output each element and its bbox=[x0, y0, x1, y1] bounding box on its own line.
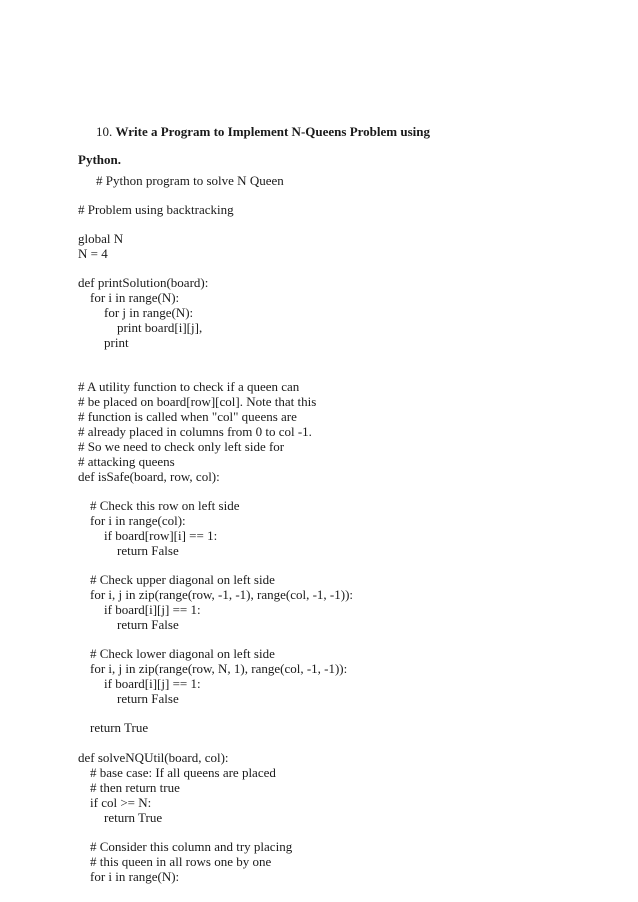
code-line: def isSafe(board, row, col): bbox=[78, 469, 220, 484]
code-line: # then return true bbox=[90, 780, 180, 795]
code-line: return True bbox=[90, 720, 149, 735]
code-line: # Check lower diagonal on left side bbox=[90, 646, 275, 661]
code-line: return False bbox=[117, 543, 179, 558]
code-line: for j in range(N): bbox=[104, 305, 194, 320]
heading-line-1 bbox=[96, 124, 430, 139]
code-line: # Check this row on left side bbox=[90, 498, 240, 513]
heading-number: 10. bbox=[96, 124, 113, 139]
heading-title: Write a Program to Implement N-Queens Problem using bbox=[115, 124, 430, 139]
code-line: # be placed on board[row][col]. Note that this bbox=[78, 394, 317, 409]
code-line: if board[row][i] == 1: bbox=[104, 528, 218, 543]
code-line: return False bbox=[117, 691, 179, 706]
code-line: # Python program to solve N Queen bbox=[96, 173, 284, 188]
code-line: # Problem using backtracking bbox=[78, 202, 234, 217]
code-line: def printSolution(board): bbox=[78, 275, 209, 290]
code-line: print bbox=[104, 335, 129, 350]
code-line: for i in range(N): bbox=[90, 290, 180, 305]
code-line: # So we need to check only left side for bbox=[78, 439, 285, 454]
code-line: # function is called when "col" queens are bbox=[78, 409, 297, 424]
code-line: global N bbox=[78, 231, 124, 246]
code-line: # base case: If all queens are placed bbox=[90, 765, 276, 780]
code-line: for i, j in zip(range(row, N, 1), range(col, -1, -1)): bbox=[90, 661, 348, 676]
code-line: return True bbox=[104, 810, 163, 825]
code-line: # Check upper diagonal on left side bbox=[90, 572, 275, 587]
heading-line-2: Python. bbox=[78, 152, 121, 167]
code-line: def solveNQUtil(board, col): bbox=[78, 750, 229, 765]
code-line: # A utility function to check if a queen can bbox=[78, 379, 300, 394]
code-line: # this queen in all rows one by one bbox=[90, 854, 272, 869]
code-line: N = 4 bbox=[78, 246, 108, 261]
code-line: if board[i][j] == 1: bbox=[104, 602, 201, 617]
code-line: for i in range(N): bbox=[90, 869, 180, 884]
code-line: for i, j in zip(range(row, -1, -1), range(col, -1, -1)): bbox=[90, 587, 354, 602]
code-line: # attacking queens bbox=[78, 454, 175, 469]
code-line: if board[i][j] == 1: bbox=[104, 676, 201, 691]
code-line: if col >= N: bbox=[90, 795, 152, 810]
code-line: # already placed in columns from 0 to col -1. bbox=[78, 424, 312, 439]
code-line: # Consider this column and try placing bbox=[90, 839, 293, 854]
code-line: print board[i][j], bbox=[117, 320, 203, 335]
code-line: for i in range(col): bbox=[90, 513, 186, 528]
code-line: return False bbox=[117, 617, 179, 632]
